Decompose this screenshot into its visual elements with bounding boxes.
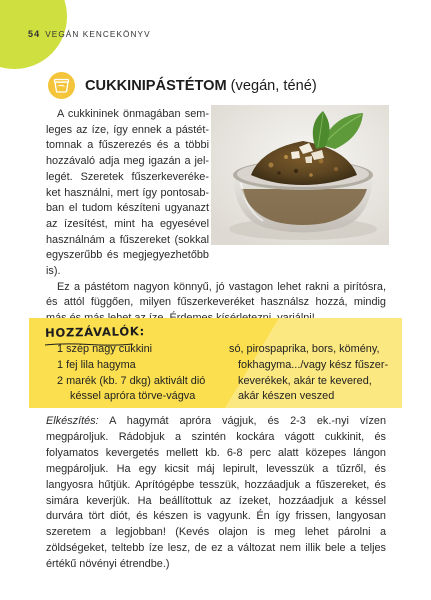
- intro-line: használnám a fűszereket (sokkal: [46, 233, 209, 246]
- jar-icon: [48, 72, 75, 99]
- ingredient-item: 1 fej lila hagyma: [57, 358, 136, 371]
- intro-paragraph-2: Ez a pástétom nagyon könnyű, jó vastagon lehet rakni a pirítósra, és attól függően, milyen fűszerkeveréket használsz hozzá, mindig: [46, 280, 386, 309]
- intro-line: egyszerűbb és megjegyezhetőbb is).: [46, 249, 209, 278]
- method-label: Elkészítés:: [46, 415, 99, 427]
- recipe-title-main: CUKKINIPÁSTÉTOM: [85, 77, 227, 94]
- recipe-title-note: (vegán, téné): [226, 77, 317, 94]
- method-text: [46, 414, 386, 573]
- intro-line: A cukkininek önmagában sem-: [57, 108, 209, 120]
- ingredients-heading: HOZZÁVALÓK:: [44, 324, 145, 340]
- book-title: VEGÁN KENCEKÖNYV: [45, 29, 151, 39]
- intro-line: legét. Szeretek fűszerkeveréke-: [46, 170, 209, 183]
- intro-line: leges az íze, így ennek a pástét-: [46, 123, 209, 136]
- method-body: A hagymát apróra vágjuk, és 2-3 ek.-nyi vízen megpároljuk. Rádobjuk a szintén kockára vágott cukkinit, és folyamatos kevergetés mellett kb. 6-8 perc alatt közepes lángon megpároljuk. Ha egy kicsit máj lepirult, levesszük a tűzről, és langyosra hűtjük. Aprítógépbe tesszük, hozzáadjuk a fűszereket, és simára keverjük. Ha beállítottuk az ízeket, hozzáadjuk a késsel durvára tört diót, és készen is vagyunk. Én így frissen, langyosan szeretem a legjobban! (Kevés olajon is meg lehet párolni a zöldségeket, teltebb íze lesz, de ez a változat nem illik bele a teljes értékű növényi étrendbe.): [46, 415, 386, 571]
- intro-line: ban el tudom készíteni ugyanazt: [46, 202, 209, 215]
- ingredient-item: só, pirospaprika, bors, kömény,: [229, 343, 380, 355]
- intro-line: hozzávaló adja meg igazán a jel-: [46, 155, 209, 168]
- ingredient-item: 1 szép nagy cukkini: [57, 343, 153, 355]
- intro-line: tomnak a fűszerezés és a többi: [46, 139, 209, 152]
- ingredient-item: késsel apróra törve-vágva: [70, 390, 196, 403]
- ingredients-list-main: [57, 342, 205, 405]
- recipe-title-row: [48, 72, 317, 99]
- ingredient-item: 2 marék (kb. 7 dkg) aktivált dió: [57, 374, 206, 387]
- intro-line: az ízesítést, mint ha egyesével: [46, 217, 209, 230]
- intro-line: ket használni, mert így pontosab-: [46, 186, 209, 199]
- ingredient-item: fokhagyma.../vagy kész fűszer-: [238, 358, 389, 371]
- recipe-title: [85, 78, 317, 94]
- page-number: 54: [28, 29, 41, 39]
- ingredients-box: [29, 318, 402, 408]
- page-header: [28, 29, 151, 39]
- ingredient-item: akár készen veszed: [238, 390, 335, 403]
- intro-paragraph-1: [46, 107, 209, 280]
- ingredient-item: keverékek, akár te kevered,: [238, 374, 372, 387]
- ingredients-list-spices: [229, 342, 388, 405]
- intro-text: [46, 107, 386, 327]
